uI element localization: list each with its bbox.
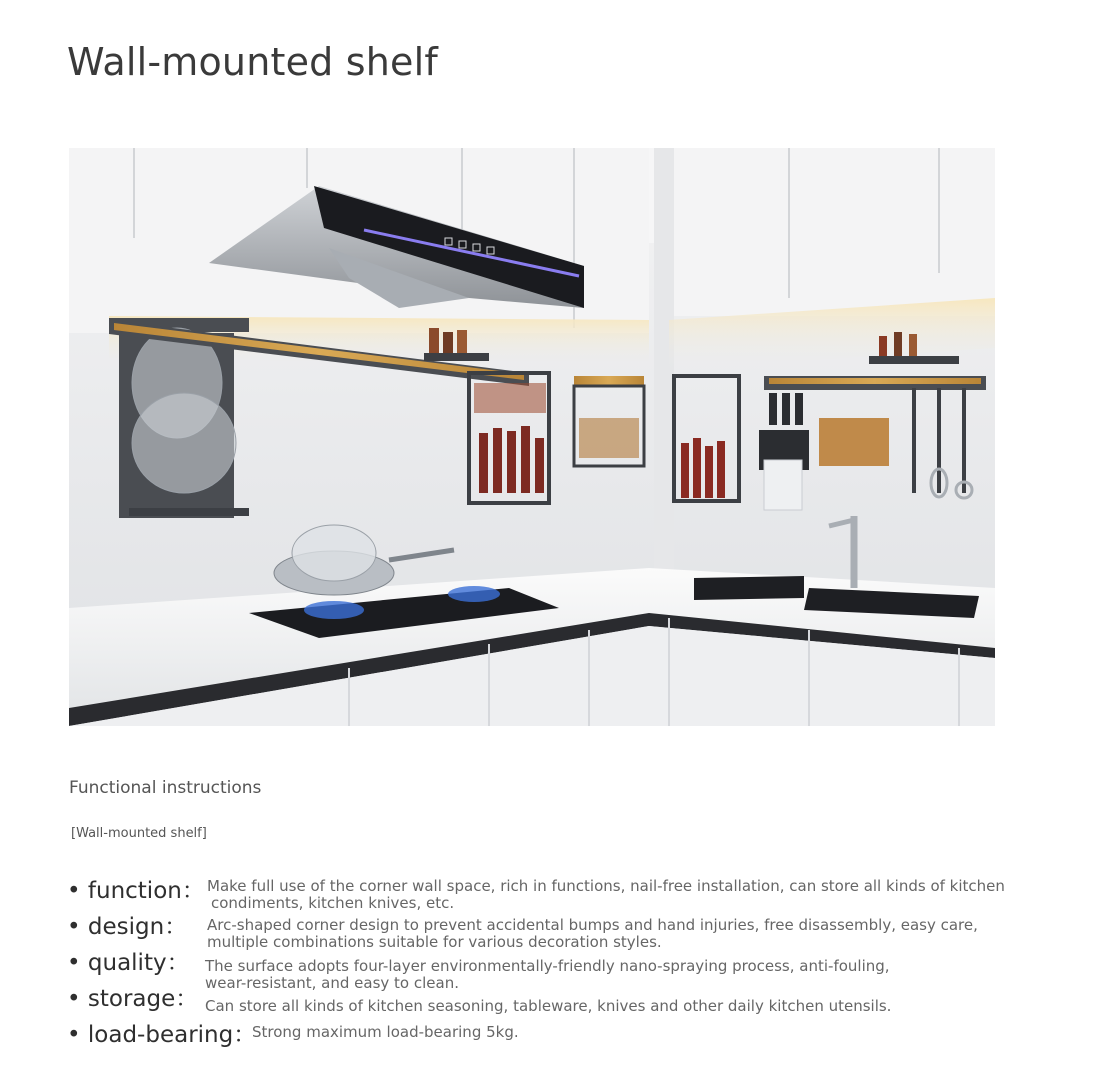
section-title: Functional instructions	[69, 778, 262, 798]
feature-label: • storage：	[67, 986, 199, 1012]
feature-label: • function：	[67, 878, 205, 904]
feature-desc-line: condiments, kitchen knives, etc.	[211, 894, 455, 912]
feature-desc-line: Arc-shaped corner design to prevent accidental bumps and hand injuries, free disassembly, easy care,	[207, 916, 978, 934]
page-title: Wall-mounted shelf	[67, 40, 438, 84]
feature-label: • load-bearing：	[67, 1022, 257, 1048]
feature-desc-line: Can store all kinds of kitchen seasoning, tableware, knives and other daily kitchen utensils.	[205, 997, 892, 1015]
feature-desc-line: multiple combinations suitable for various decoration styles.	[207, 933, 662, 951]
feature-desc-line: The surface adopts four-layer environmentally-friendly nano-spraying process, anti-fouling,	[205, 957, 890, 975]
feature-desc-line: Make full use of the corner wall space, rich in functions, nail-free installation, can store all kinds of kitchen	[207, 877, 1005, 895]
feature-desc-line: wear-resistant, and easy to clean.	[205, 974, 459, 992]
feature-desc-line: Strong maximum load-bearing 5kg.	[252, 1023, 519, 1041]
feature-label: • quality：	[67, 950, 190, 976]
feature-label: • design：	[67, 914, 188, 940]
kitchen-product-photo	[69, 148, 995, 726]
sub-title: [Wall-mounted shelf]	[71, 826, 207, 841]
